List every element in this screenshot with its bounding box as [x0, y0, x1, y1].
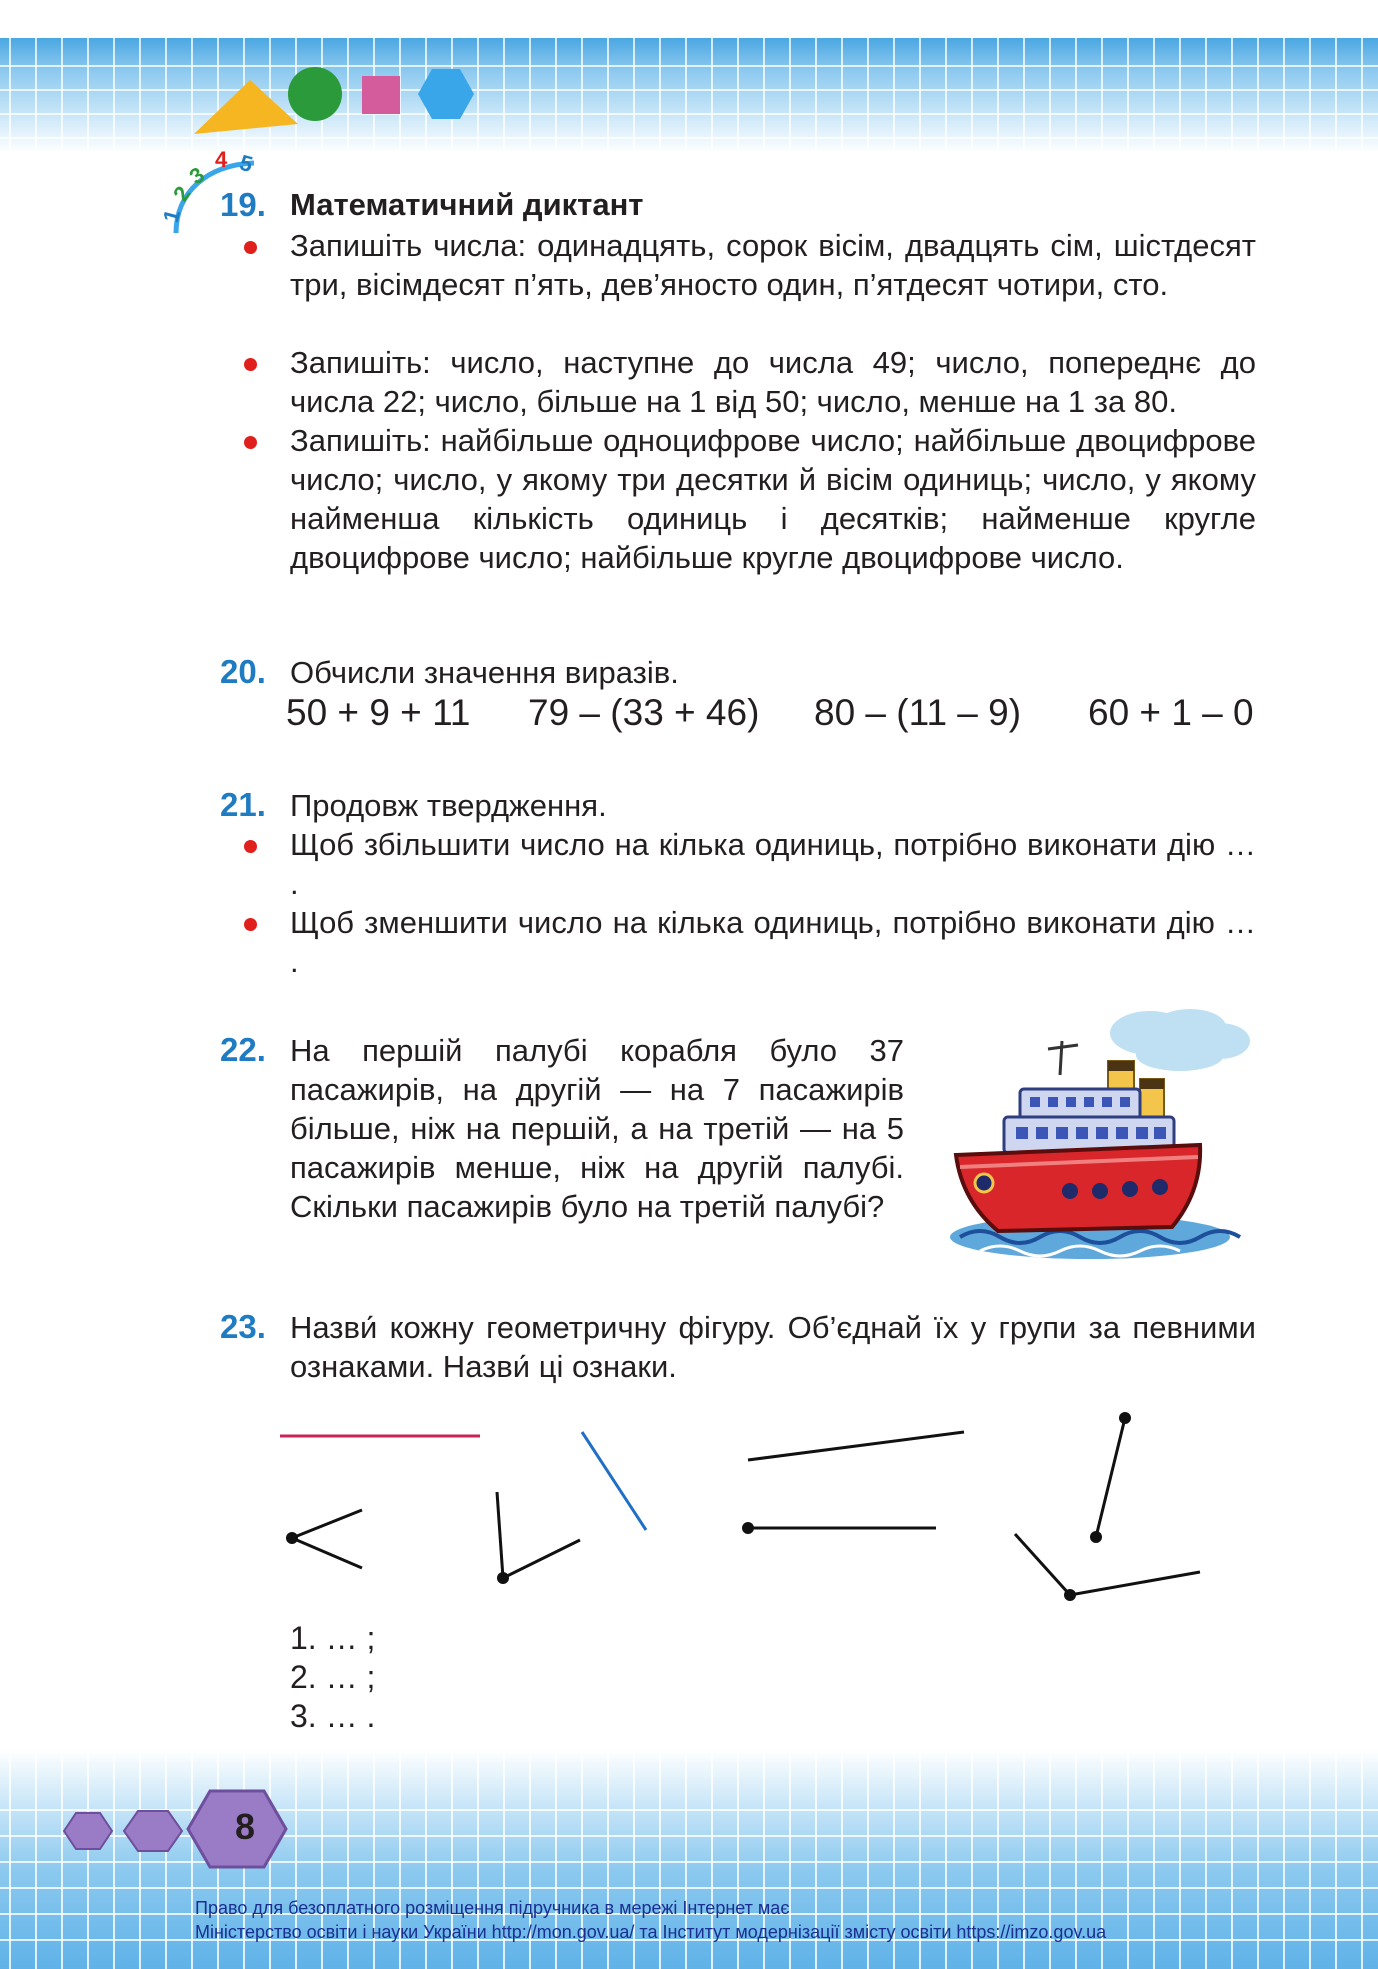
footer-rights-line-2: Міністерство освіти і науки України http://mon.gov.ua/ та Інститут модернізації змісту освіти https://imzo.gov.ua: [195, 1922, 1107, 1942]
ex20-expression-1: 50 + 9 + 11: [286, 692, 471, 733]
ex19-bullet-2: [244, 358, 257, 371]
ex21-bullet-2: [244, 918, 257, 931]
ex20-number: 20.: [220, 653, 266, 690]
ex22-text: На першій палубі корабля було 37 пасажирів, на другій — на 7 пасажирів більше, ніж на першій, а на третій — на 5 пасажирів менше, ніж на другій палубі. Скільки пасажирів було на третій палубі?: [290, 1033, 904, 1224]
square-shape: [362, 76, 400, 114]
ex20-expression-4: 60 + 1 – 0: [1088, 692, 1254, 733]
badge-digit-4: 4: [215, 147, 228, 172]
ex21-item-2: Щоб зменшити число на кілька одиниць, потрібно виконати дію … .: [290, 905, 1256, 979]
small-hexagon-1: [64, 1813, 112, 1849]
ex23-answer-1: 1. … ;: [290, 1620, 376, 1656]
ex23-answer-3: 3. … .: [290, 1698, 376, 1734]
ex20-expression-2: 79 – (33 + 46): [528, 692, 760, 733]
ship-mast: [1048, 1041, 1078, 1075]
ex19-bullet-3: [244, 436, 257, 449]
ex23-answer-2: 2. … ;: [290, 1659, 376, 1695]
ex20-expression-3: 80 – (11 – 9): [814, 692, 1022, 733]
badge-digit-3: 3: [184, 161, 210, 190]
header-shapes: [190, 62, 490, 142]
page-number: 8: [234, 1806, 256, 1847]
ray-figure: [742, 1522, 936, 1534]
ex19-item-1: Запишіть числа: одинадцять, сорок вісім, двадцять сім, шістдесят три, вісімдесят п’ять, дев’яносто один, п’ятдесят чотири, сто.: [290, 228, 1256, 302]
angle-figure-1: [286, 1510, 362, 1568]
ex19-title: Математичний диктант: [290, 187, 644, 222]
ex19-number: 19.: [220, 186, 266, 223]
badge-digit-1: 1: [157, 206, 186, 226]
ship-hull: [956, 1145, 1200, 1231]
geometry-figures: [270, 1400, 1230, 1630]
straight-line-blue: [582, 1432, 646, 1530]
circle-shape: [288, 67, 342, 121]
ex21-item-1: Щоб збільшити число на кілька одиниць, потрібно виконати дію … .: [290, 827, 1256, 901]
hexagon-shape: [418, 69, 474, 119]
small-hexagon-2: [124, 1811, 182, 1851]
footer-rights-line-1: Право для безоплатного розміщення підручника в мережі Інтернет має: [195, 1898, 790, 1918]
ex23-number: 23.: [220, 1308, 266, 1345]
ex19-item-2: Запишіть: число, наступне до числа 49; число, попереднє до числа 22; число, більше на 1 від 50; число, менше на 1 за 80.: [290, 345, 1256, 419]
angle-figure-2: [497, 1492, 580, 1584]
straight-line-black: [748, 1432, 964, 1460]
ship-illustration: [940, 1005, 1260, 1265]
ex19-item-3: Запишіть: найбільше одноцифрове число; найбільше двоцифрове число; число, у якому три десятки й вісім одиниць; число, у якому найменша кількість одиниць і десятків; найменше кругле двоцифрове число; найбільше кругле двоцифрове число.: [290, 423, 1256, 575]
ex23-text: Назви́ кожну геометричну фігуру. Об’єднай їх у групи за певними ознаками. Назви́ ці ознаки.: [290, 1310, 1256, 1384]
triangle-shape: [194, 80, 298, 134]
ex19-bullet-1: [244, 241, 257, 254]
ex21-number: 21.: [220, 786, 266, 823]
ex20-title: Обчисли значення виразів.: [290, 655, 679, 690]
segment-figure: [1015, 1412, 1200, 1601]
ex22-number: 22.: [220, 1031, 266, 1068]
ex21-title: Продовж твердження.: [290, 788, 607, 823]
badge-digit-5: 5: [237, 149, 256, 178]
ex21-bullet-1: [244, 840, 257, 853]
badge-digit-2: 2: [167, 181, 196, 206]
